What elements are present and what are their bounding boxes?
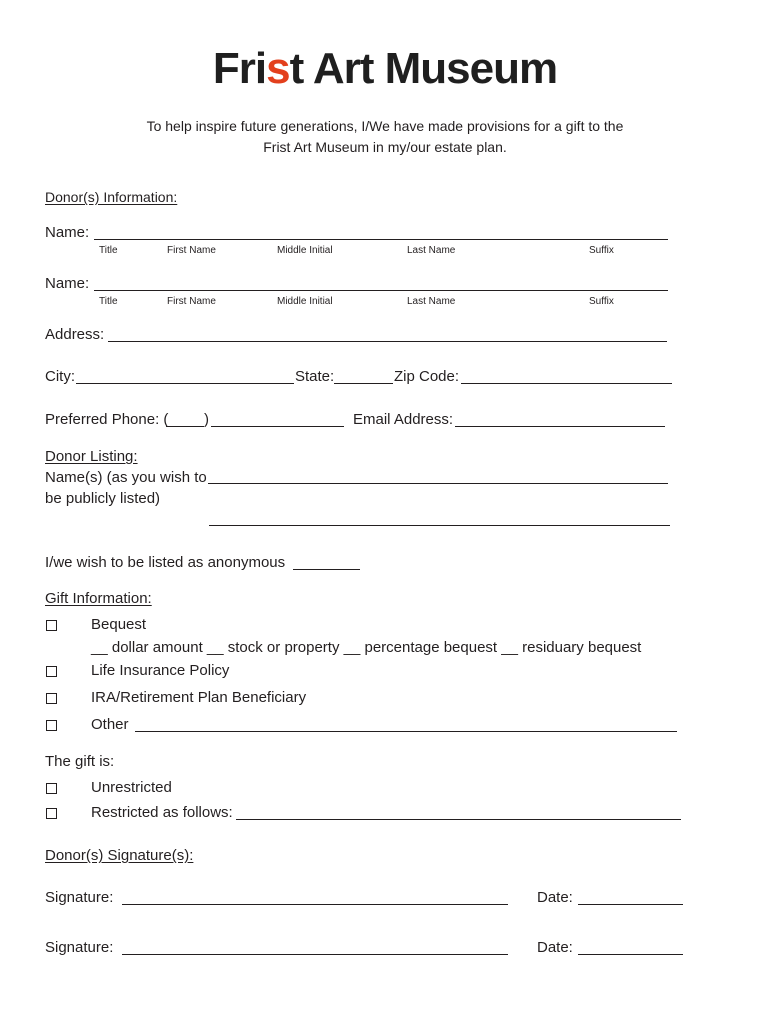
city-label: City: xyxy=(45,368,75,385)
address-label: Address: xyxy=(45,326,105,343)
date-label-1: Date: xyxy=(537,889,573,906)
unrestricted-checkbox[interactable] xyxy=(46,783,57,794)
email-field[interactable] xyxy=(455,426,665,427)
donor-info-heading: Donor(s) Information: xyxy=(45,189,178,205)
zip-label: Zip Code: xyxy=(394,368,460,385)
anonymous-label: I/we wish to be listed as anonymous xyxy=(45,554,286,571)
date-field-2[interactable] xyxy=(578,954,683,955)
anonymous-field[interactable] xyxy=(293,569,360,570)
phone-number-field[interactable] xyxy=(211,426,344,427)
logo-text-accent: s xyxy=(266,44,290,93)
gift-info-heading: Gift Information: xyxy=(45,590,152,607)
date-label-2: Date: xyxy=(537,939,573,956)
sublabel-suffix-2: Suffix xyxy=(589,296,614,307)
date-field-1[interactable] xyxy=(578,904,683,905)
logo-text-a: Fri xyxy=(212,44,267,93)
name-label-2: Name: xyxy=(45,275,90,292)
signature-field-1[interactable] xyxy=(122,904,508,905)
intro-line-2: Frist Art Museum in my/our estate plan. xyxy=(263,139,507,155)
restricted-label: Restricted as follows: xyxy=(91,804,233,821)
signature-label-1: Signature: xyxy=(45,889,114,906)
phone-label: Preferred Phone: ( xyxy=(45,411,169,428)
restricted-checkbox[interactable] xyxy=(46,808,57,819)
logo-text-b: t Art Museum xyxy=(289,44,558,93)
public-names-field-2[interactable] xyxy=(209,525,670,526)
unrestricted-label: Unrestricted xyxy=(91,779,172,796)
signatures-heading: Donor(s) Signature(s): xyxy=(45,847,194,864)
public-names-field-1[interactable] xyxy=(208,483,668,484)
state-field[interactable] xyxy=(334,383,393,384)
email-label: Email Address: xyxy=(353,411,454,428)
sublabel-last-name-1: Last Name xyxy=(407,245,456,256)
public-names-label-1: Name(s) (as you wish to xyxy=(45,469,207,486)
sublabel-title-2: Title xyxy=(99,296,118,307)
signature-field-2[interactable] xyxy=(122,954,508,955)
restricted-field[interactable] xyxy=(236,819,681,820)
sublabel-middle-initial-2: Middle Initial xyxy=(277,296,333,307)
other-label: Other xyxy=(91,716,129,733)
zip-field[interactable] xyxy=(461,383,672,384)
sublabel-title-1: Title xyxy=(99,245,118,256)
name-label-1: Name: xyxy=(45,224,90,241)
city-field[interactable] xyxy=(76,383,294,384)
other-checkbox[interactable] xyxy=(46,720,57,731)
intro-text xyxy=(0,116,770,158)
name-field-1[interactable] xyxy=(94,239,668,240)
phone-close-paren: ) xyxy=(204,411,209,428)
frist-art-museum-logo xyxy=(0,43,770,95)
life-insurance-label: Life Insurance Policy xyxy=(91,662,230,679)
ira-checkbox[interactable] xyxy=(46,693,57,704)
other-field[interactable] xyxy=(135,731,677,732)
sublabel-first-name-2: First Name xyxy=(167,296,216,307)
address-field[interactable] xyxy=(108,341,667,342)
name-field-2[interactable] xyxy=(94,290,668,291)
sublabel-first-name-1: First Name xyxy=(167,245,216,256)
ira-label: IRA/Retirement Plan Beneficiary xyxy=(91,689,307,706)
bequest-types-text: __ dollar amount __ stock or property __ percentage bequest __ residuary bequest xyxy=(91,639,642,656)
signature-label-2: Signature: xyxy=(45,939,114,956)
public-names-label-2: be publicly listed) xyxy=(45,490,161,507)
life-insurance-checkbox[interactable] xyxy=(46,666,57,677)
sublabel-middle-initial-1: Middle Initial xyxy=(277,245,333,256)
sublabel-last-name-2: Last Name xyxy=(407,296,456,307)
bequest-label: Bequest xyxy=(91,616,147,633)
bequest-checkbox[interactable] xyxy=(46,620,57,631)
state-label: State: xyxy=(295,368,335,385)
intro-line-1: To help inspire future generations, I/We have made provisions for a gift to the xyxy=(146,118,624,134)
sublabel-suffix-1: Suffix xyxy=(589,245,614,256)
phone-area-code-field[interactable] xyxy=(166,426,204,427)
donor-listing-heading: Donor Listing: xyxy=(45,448,138,465)
gift-is-heading: The gift is: xyxy=(45,753,115,770)
